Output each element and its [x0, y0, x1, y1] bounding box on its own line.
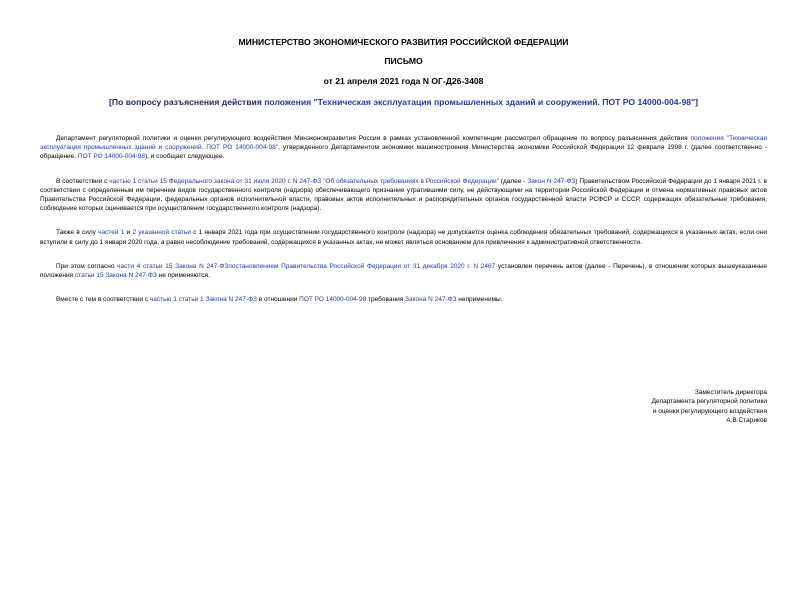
p3-text-3: с 1 января 2021 года при осуществлении государственного контроля (надзора) не допускается оценка соблюдения обязательных требований, содержащихся в указанных актах, если они вступили в силу до 1 января 2020 года, а равно несоблюдение требований, содержащихся в указанных актах, не может являться основанием для привлечения к административной ответственности.: [40, 229, 768, 246]
p3-link-part-2[interactable]: 2 указанной статьи: [132, 229, 191, 237]
p3-text-1: Также в силу: [56, 229, 99, 237]
p4-text-1: При этом согласно: [56, 262, 118, 270]
p2-link-law-247[interactable]: Закон N 247-ФЗ: [527, 177, 576, 185]
p5-link-part-1-article-1[interactable]: частью 1 статьи 1 Закона N 247-ФЗ: [149, 296, 257, 304]
p1-link-regulation[interactable]: положения "Техническая эксплуатация промышленных зданий и сооружений. ПОТ РО 14000-004-98": [40, 135, 767, 152]
p5-link-law-247[interactable]: Закона N 247-ФЗ: [405, 296, 457, 304]
signature-department: Департамента регуляторной политики: [651, 398, 767, 406]
p1-link-pot-ro[interactable]: ПОТ РО 14000-004-98: [77, 153, 145, 161]
p2-text-2: (далее -: [498, 177, 528, 185]
document-date-number: от 21 апреля 2021 года N ОГ-Д26-3408: [323, 76, 484, 86]
signature-position: Заместитель директора: [694, 389, 767, 396]
p1-text-1: Департамент регуляторной политики и оценки регулирующего воздействия Минэкономразвития России в рамках установленной компетенции рассмотрел обращение по вопросу разъяснения действия: [56, 135, 691, 142]
p4-link-decree[interactable]: постановлением Правительства Российской Федерации от 31 декабря 2020 г. N 2467: [228, 262, 496, 270]
subject-text-close: ]: [695, 97, 698, 107]
signature-name: А.В.Стариков: [726, 416, 767, 424]
subject-text-open: [По вопросу разъяснения действия: [109, 97, 265, 107]
p1-text-3: ), и сообщает следующее.: [144, 153, 225, 161]
p5-text-1: Вместе с тем в соответствии с: [56, 296, 150, 304]
paragraph-3: [40, 228, 767, 246]
p5-link-pot-ro[interactable]: ПОТ РО 14000-004-98: [299, 296, 367, 304]
p3-text-2: и: [124, 229, 133, 237]
p2-text-1: В соответствии с: [56, 177, 110, 185]
document-page: [0, 37, 807, 608]
paragraph-4: [40, 262, 767, 280]
p2-text-3: ) Правительством Российской Федерации до 1 января 2021 г. в соответствии с определенным им перечнем видов государственного контроля (надзора) обеспечивающего признание утратившими силу, не действующими на территории Российской Федерации и отмена нормативных правовых актов Правительства Российской Федерации, федеральных органов исполнительной власти, правовых актов исполнительных и распорядительных органов государственной власти РСФСР и СССР, содержащих обязательные требования, соблюдение которых оценивается при осуществлении государственного контроля (надзора).: [40, 177, 768, 213]
p4-link-part-4[interactable]: части 4 статьи 15 Закона N 247-ФЗ: [117, 262, 229, 270]
p4-text-2: установлен перечень актов (далее - Перечень), в отношении которых вышеуказанные положения: [40, 262, 767, 280]
subject-link[interactable]: положения "Техническая эксплуатация промышленных зданий и сооружений. ПОТ РО 14000-004-98": [264, 97, 696, 107]
p1-text-2: , утвержденного Департаментом экономики машиностроения Министерства экономики Российской Федерации 12 февраля 1998 г. (далее соответственно - обращение,: [40, 144, 767, 161]
p5-text-2: в отношении: [256, 296, 300, 304]
p2-link-federal-law[interactable]: частью 1 статьи 15 Федерального закона от 31 июля 2020 г. N 247-ФЗ "Об обязательных требованиях в Российской Федерации": [109, 177, 499, 185]
signature-block: [652, 388, 767, 425]
paragraph-2: [40, 177, 767, 214]
p5-text-4: неприменимы.: [456, 296, 503, 304]
p3-link-part-1[interactable]: частей 1: [98, 229, 125, 237]
organization-heading: МИНИСТЕРСТВО ЭКОНОМИЧЕСКОГО РАЗВИТИЯ РОССИЙСКОЙ ФЕДЕРАЦИИ: [238, 37, 569, 47]
document-subject: [40, 97, 767, 107]
p5-text-3: требования: [366, 296, 406, 304]
paragraph-5: [40, 295, 767, 304]
signature-department-cont: и оценки регулирующего воздействия: [652, 407, 767, 415]
paragraph-1: [40, 134, 767, 162]
p4-text-3: не применяются.: [156, 272, 210, 280]
p4-link-article-15[interactable]: статьи 15 Закона N 247-ФЗ: [74, 272, 157, 280]
document-type: ПИСЬМО: [384, 56, 423, 66]
